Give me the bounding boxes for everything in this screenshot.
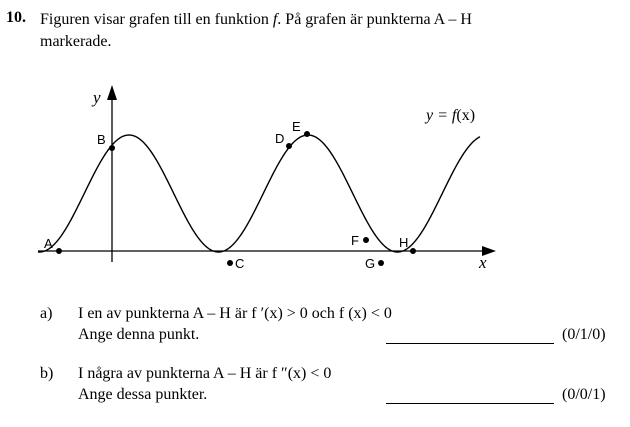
point-g: [365, 256, 384, 271]
point-c: [227, 256, 244, 271]
point-h-marker: [410, 248, 416, 254]
point-g-label: G: [365, 256, 376, 271]
part-b-answer-line[interactable]: [386, 403, 554, 404]
part-b-letter: b): [40, 365, 54, 382]
function-curve: [38, 135, 480, 252]
point-b-label: B: [97, 132, 106, 147]
y-axis-label: y: [93, 88, 101, 107]
point-a-label: A: [44, 236, 53, 251]
curve-label: [424, 107, 475, 124]
point-b-marker: [109, 145, 115, 151]
point-c-marker: [227, 260, 233, 266]
curve-label-prefix: y =: [426, 107, 452, 124]
part-a-line1: I en av punkterna A – H är f ′(x) > 0 och f (x) < 0: [78, 305, 392, 322]
question-number: 10.: [6, 9, 26, 26]
part-a-letter: a): [40, 305, 53, 322]
part-a-line2: Ange denna punkt.: [78, 326, 200, 343]
point-f-label: F: [351, 233, 359, 248]
part-a-score: (0/1/0): [562, 326, 606, 343]
point-d-label: D: [275, 131, 285, 146]
point-f: [351, 233, 369, 248]
question-text-function: f: [272, 11, 278, 28]
question-text-line1-prefix: Figuren visar grafen till en funktion: [40, 11, 273, 28]
curve-label-suffix: (x): [456, 107, 476, 124]
point-e-label: E: [292, 119, 301, 134]
point-e-marker: [304, 131, 310, 137]
curve-label-function: f: [451, 107, 457, 124]
point-a-marker: [56, 248, 62, 254]
part-b-score: (0/0/1): [562, 386, 606, 403]
point-e: [292, 119, 310, 137]
point-c-label: C: [235, 256, 245, 271]
x-axis-label: x: [479, 253, 487, 272]
y-axis-arrow-icon: [107, 85, 117, 100]
part-b-line1: I några av punkterna A – H är f ″(x) < 0: [78, 365, 332, 382]
question-text-line2: markerade.: [40, 33, 112, 50]
question-text-line1-suffix: . På grafen är punkterna A – H: [277, 11, 472, 28]
point-f-marker: [363, 237, 369, 243]
point-d: [275, 131, 292, 149]
part-a-answer-line[interactable]: [386, 343, 554, 344]
point-d-marker: [286, 143, 292, 149]
part-b-line2: Ange dessa punkter.: [78, 386, 208, 403]
point-h-label: H: [399, 235, 409, 250]
point-g-marker: [378, 260, 384, 266]
